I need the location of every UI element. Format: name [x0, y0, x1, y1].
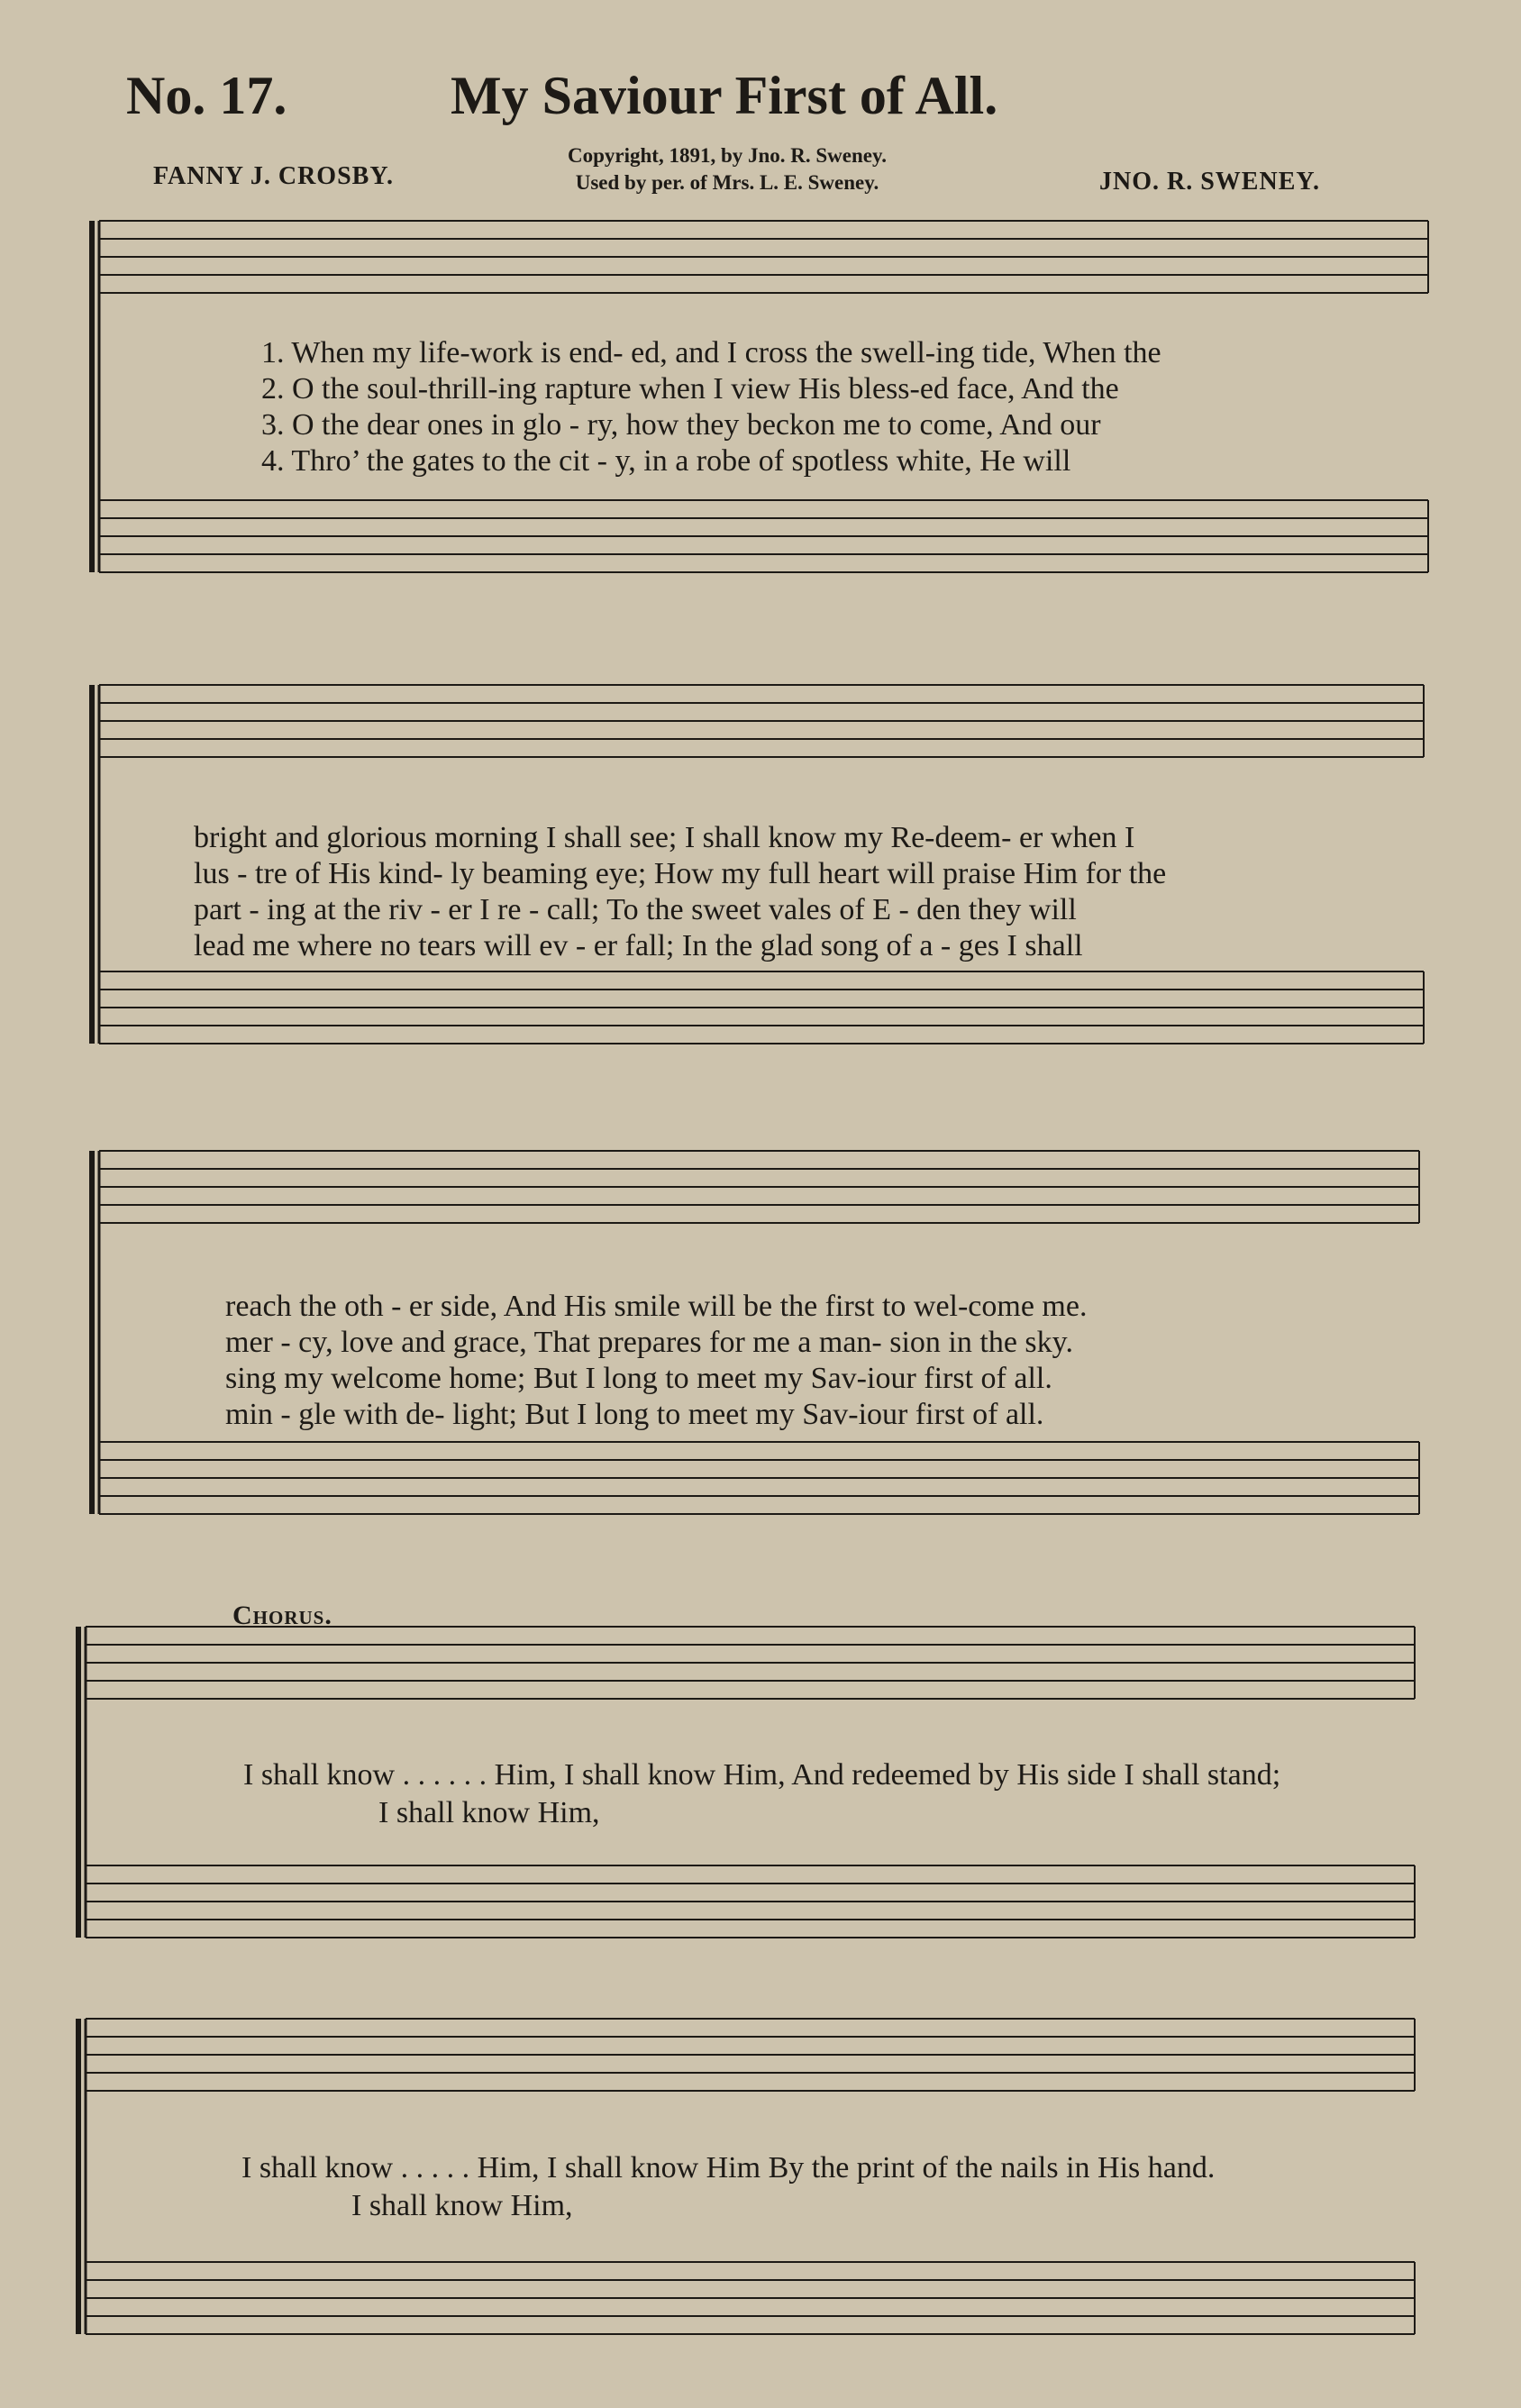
chorus-line-1: I shall know . . . . . . Him, I shall know Him, And redeemed by His side I shall stand;: [243, 1758, 1281, 1792]
verse-4-line: min - gle with de- light; But I long to meet my Sav-iour first of all.: [225, 1398, 1044, 1431]
copyright-line-1: Copyright, 1891, by Jno. R. Sweney.: [568, 144, 887, 167]
verse-4-line: 4. Thro’ the gates to the cit - y, in a robe of spotless white, He will: [261, 444, 1071, 478]
verse-1-line: 1. When my life-work is end- ed, and I cross the swell-ing tide, When the: [261, 336, 1161, 369]
lyrics-system-2: [194, 820, 1166, 964]
lyrics-system-3: [225, 1289, 1087, 1433]
chorus-line-1-alto: I shall know Him,: [378, 1796, 600, 1829]
verse-2-line: mer - cy, love and grace, That prepares for me a man- sion in the sky.: [225, 1326, 1073, 1359]
verse-1-line: reach the oth - er side, And His smile will be the first to wel-come me.: [225, 1290, 1088, 1323]
lyricist-credit: FANNY J. CROSBY.: [153, 162, 394, 190]
hymn-title: My Saviour First of All.: [451, 66, 998, 125]
chorus-line-2: I shall know . . . . . Him, I shall know Him By the print of the nails in His hand.: [241, 2151, 1216, 2185]
verse-3-line: part - ing at the riv - er I re - call; To the sweet vales of E - den they will: [194, 893, 1077, 926]
verse-2-line: lus - tre of His kind- ly beaming eye; How my full heart will praise Him for the: [194, 857, 1167, 890]
verse-1-line: bright and glorious morning I shall see; I shall know my Re-deem- er when I: [194, 821, 1135, 854]
verse-3-line: sing my welcome home; But I long to meet my Sav-iour first of all.: [225, 1362, 1052, 1395]
lyrics-system-1: [261, 335, 1161, 479]
composer-credit: JNO. R. SWENEY.: [1099, 168, 1321, 196]
verse-4-line: lead me where no tears will ev - er fall; In the glad song of a - ges I shall: [194, 929, 1083, 962]
chorus-label: Chorus.: [232, 1601, 332, 1630]
hymn-number: No. 17.: [126, 66, 287, 125]
verse-2-line: 2. O the soul-thrill-ing rapture when I view His bless-ed face, And the: [261, 372, 1119, 406]
copyright-line-2: Used by per. of Mrs. L. E. Sweney.: [575, 171, 879, 194]
chorus-line-2-alto: I shall know Him,: [351, 2189, 573, 2222]
verse-3-line: 3. O the dear ones in glo - ry, how they beckon me to come, And our: [261, 408, 1101, 442]
